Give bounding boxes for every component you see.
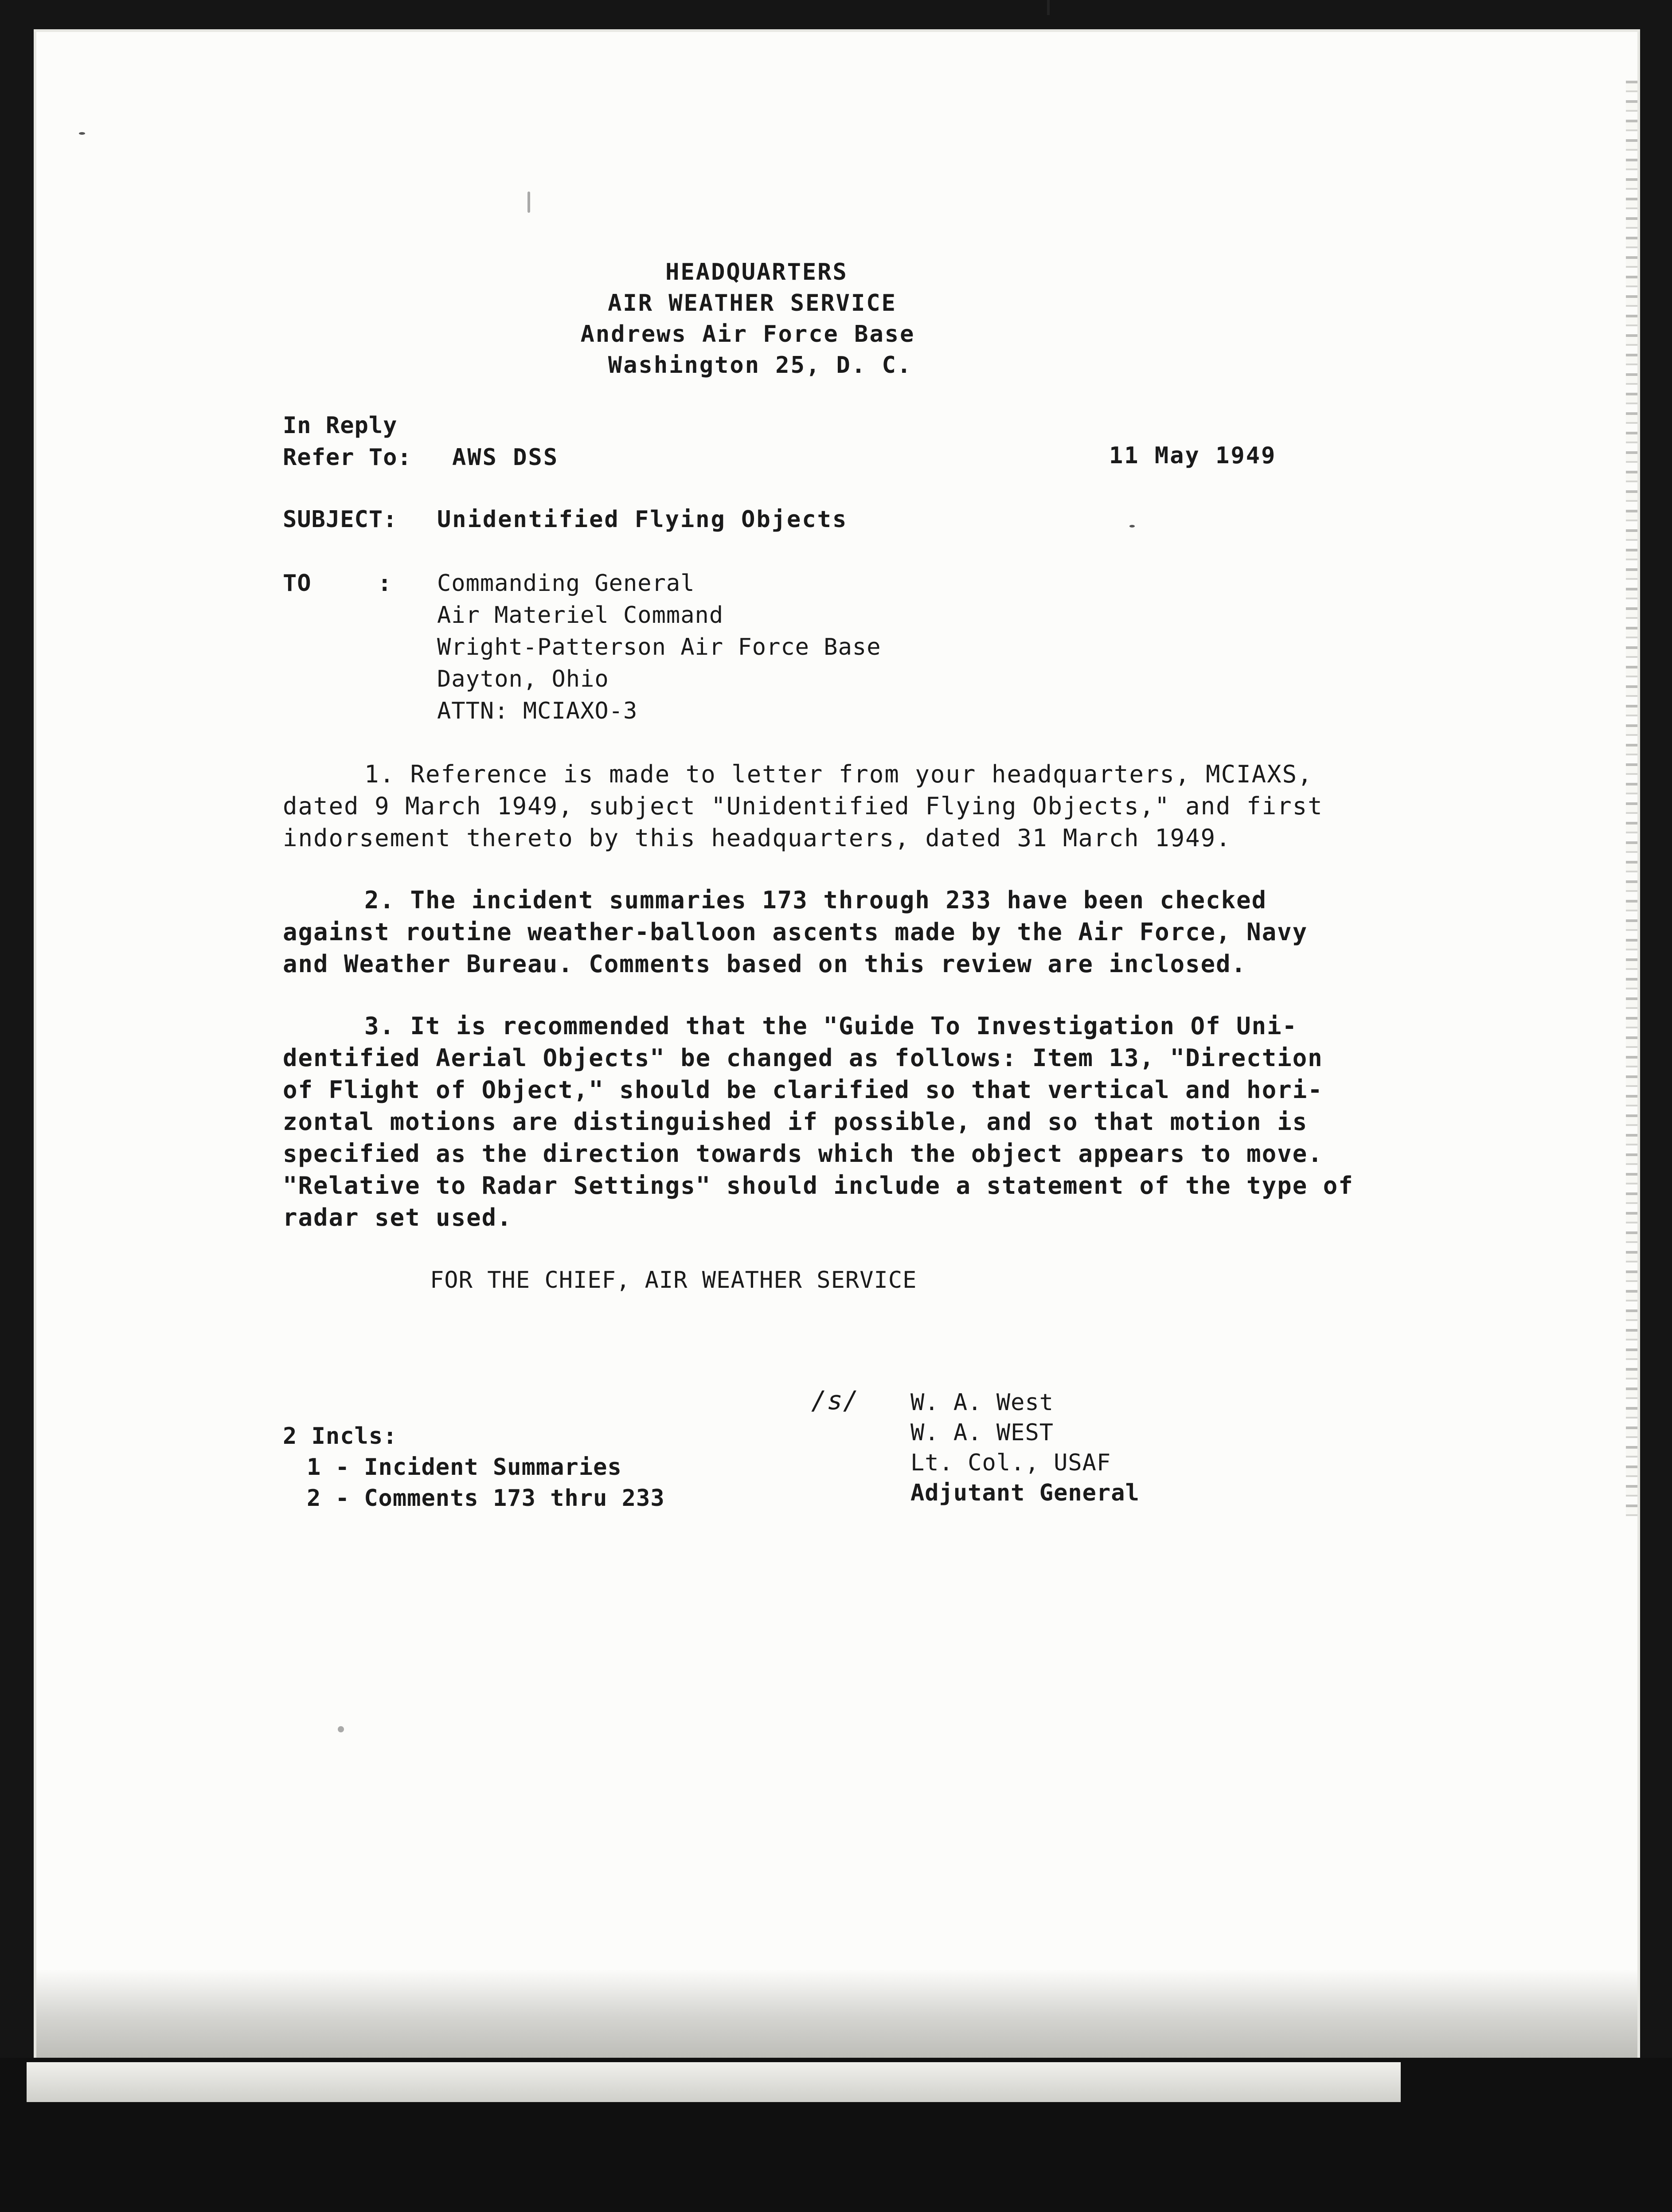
- addressee-line: Wright-Patterson Air Force Base: [437, 634, 881, 660]
- paragraph-1-line: dated 9 March 1949, subject "Unidentified Flying Objects," and first: [283, 792, 1323, 820]
- refer-to-label: Refer To:: [283, 444, 412, 471]
- to-label: TO: [283, 570, 312, 597]
- signed-mark: /s/: [811, 1385, 859, 1415]
- fleck: [79, 132, 85, 135]
- page-edge-right: [1626, 81, 1637, 1521]
- signer-rank: Lt. Col., USAF: [910, 1450, 1111, 1476]
- paragraph-2-line: and Weather Bureau. Comments based on this review are inclosed.: [283, 950, 1247, 978]
- fleck: [1129, 525, 1135, 528]
- addressee-line: Air Materiel Command: [437, 602, 724, 629]
- letterhead-line-4: Washington 25, D. C.: [608, 352, 913, 379]
- paragraph-3-line: "Relative to Radar Settings" should include a statement of the type of: [283, 1172, 1354, 1200]
- letterhead-line-1: HEADQUARTERS: [665, 259, 848, 285]
- paragraph-1-line: indorsement thereto by this headquarters, dated 31 March 1949.: [283, 824, 1231, 852]
- enclosure-item: 1 - Incident Summaries: [307, 1454, 622, 1481]
- fleck: [338, 1726, 344, 1732]
- addressee-line: Dayton, Ohio: [437, 666, 609, 692]
- addressee-line: Commanding General: [437, 570, 695, 597]
- paragraph-3-line: 3. It is recommended that the "Guide To Investigation Of Uni-: [364, 1012, 1298, 1040]
- typed-name: W. A. WEST: [910, 1419, 1054, 1446]
- subject-text: Unidentified Flying Objects: [437, 506, 848, 533]
- paragraph-1-line: 1. Reference is made to letter from your headquarters, MCIAXS,: [364, 760, 1313, 788]
- top-edge-mark: [1047, 0, 1050, 15]
- letterhead-line-2: AIR WEATHER SERVICE: [608, 290, 897, 317]
- signer-title: Adjutant General: [910, 1480, 1140, 1506]
- addressee-line: ATTN: MCIAXO-3: [437, 698, 638, 724]
- fleck: [527, 191, 530, 213]
- closing-line: FOR THE CHIEF, AIR WEATHER SERVICE: [430, 1267, 917, 1294]
- paragraph-3-line: radar set used.: [283, 1204, 512, 1231]
- film-bottom-strip: [0, 2058, 1672, 2212]
- enclosure-item: 2 - Comments 173 thru 233: [307, 1485, 665, 1512]
- paragraph-2-line: 2. The incident summaries 173 through 233 have been checked: [364, 886, 1267, 914]
- enclosures-header: 2 Incls:: [283, 1423, 398, 1450]
- paragraph-3-line: zontal motions are distinguished if possible, and so that motion is: [283, 1108, 1308, 1136]
- letterhead-line-3: Andrews Air Force Base: [580, 321, 915, 348]
- underlying-page-edge: [27, 2062, 1401, 2102]
- reference-code: AWS DSS: [452, 444, 559, 471]
- to-separator: :: [378, 570, 392, 597]
- paragraph-3-line: of Flight of Object," should be clarified so that vertical and hori-: [283, 1076, 1323, 1104]
- page-edge-bottom: [36, 1969, 1637, 2058]
- letter-page: [36, 32, 1637, 2058]
- subject-label: SUBJECT:: [283, 506, 398, 533]
- signed-name: W. A. West: [910, 1389, 1054, 1416]
- paragraph-3-line: specified as the direction towards which the object appears to move.: [283, 1140, 1323, 1168]
- paragraph-2-line: against routine weather-balloon ascents made by the Air Force, Navy: [283, 918, 1308, 946]
- letter-date: 11 May 1949: [1109, 442, 1277, 469]
- paragraph-3-line: dentified Aerial Objects" be changed as follows: Item 13, "Direction: [283, 1044, 1323, 1072]
- in-reply-label: In Reply: [283, 412, 398, 439]
